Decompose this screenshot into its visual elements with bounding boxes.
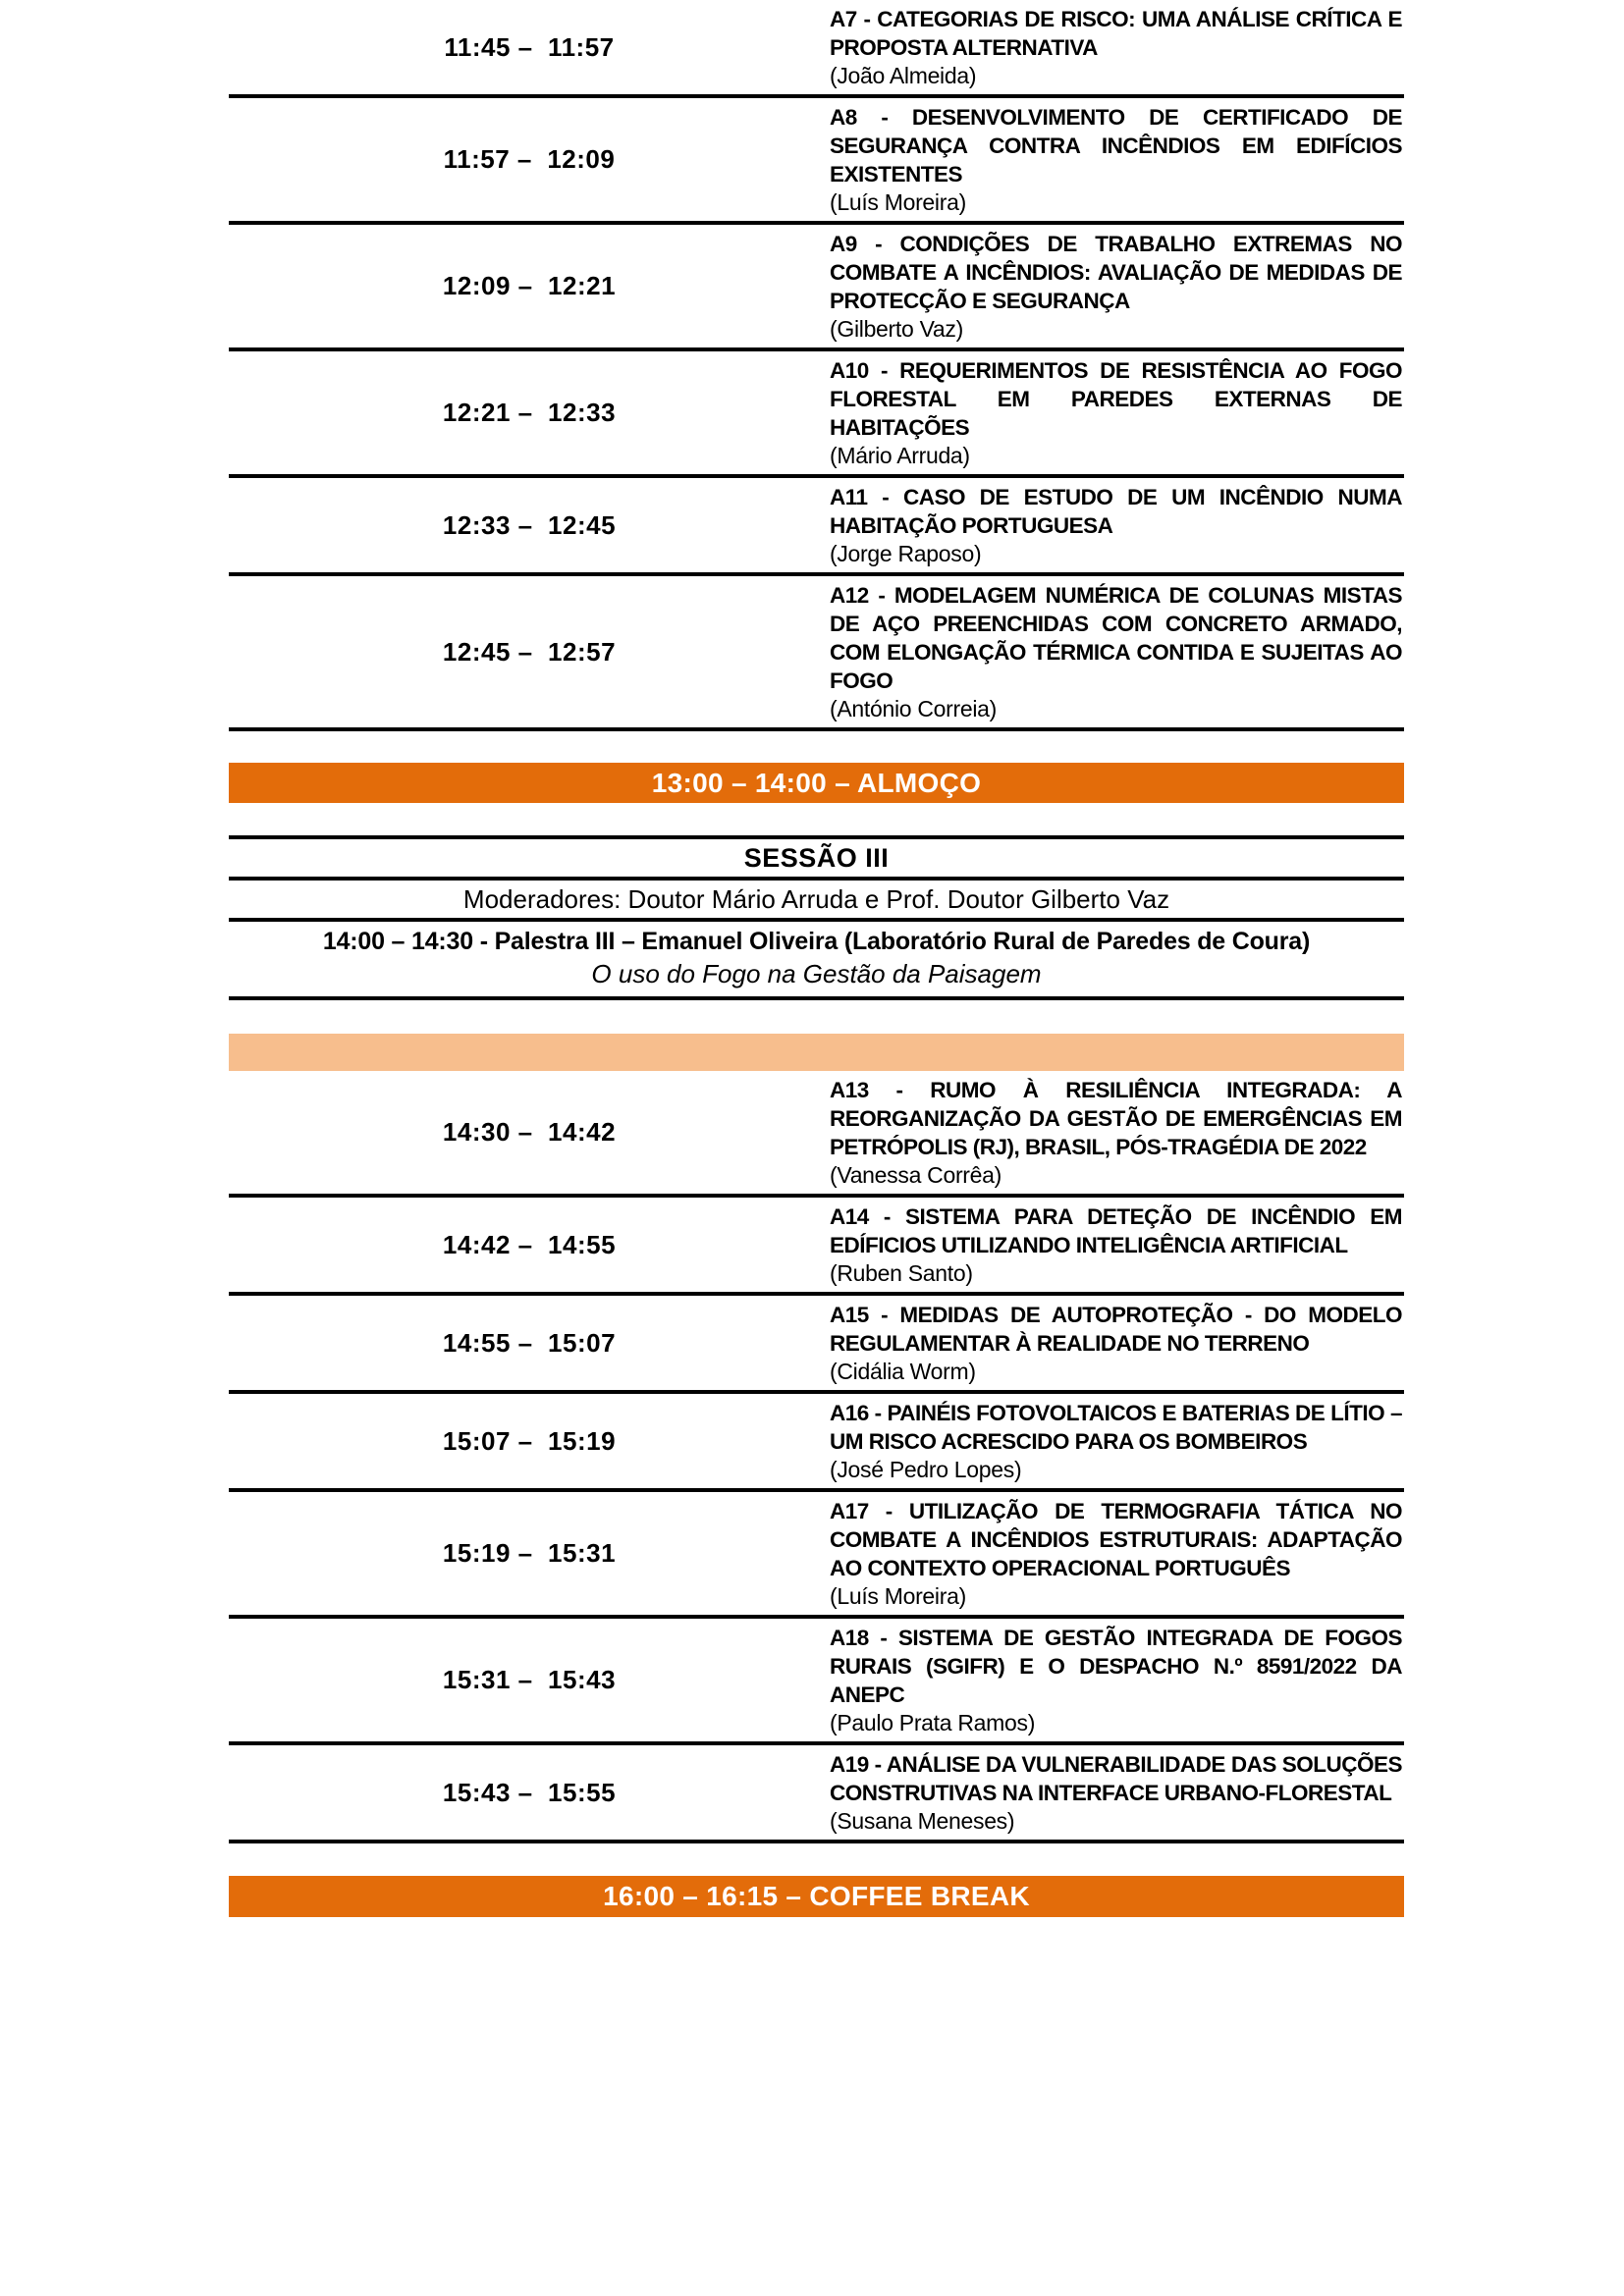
session-author: (Vanessa Corrêa)	[830, 1162, 1002, 1188]
session-title: A10 - REQUERIMENTOS DE RESISTÊNCIA AO FOGO FLORESTAL EM PAREDES EXTERNAS DE HABITAÇÕES	[830, 358, 1402, 440]
session3-header	[229, 835, 1404, 1000]
session-cell	[830, 478, 1404, 572]
session3-keynote-row	[229, 922, 1404, 1000]
session-title: A16 - PAINÉIS FOTOVOLTAICOS E BATERIAS DE LÍTIO – UM RISCO ACRESCIDO PARA OS BOMBEIROS	[830, 1401, 1402, 1454]
session-title: A8 - DESENVOLVIMENTO DE CERTIFICADO DE SEGURANÇA CONTRA INCÊNDIOS EM EDIFÍCIOS EXISTENTES	[830, 105, 1402, 187]
session-cell	[830, 1492, 1404, 1615]
time-slot: 14:30 – 14:42	[442, 1117, 617, 1147]
coffee-break-banner-label: 16:00 – 16:15 – COFFEE BREAK	[603, 1881, 1030, 1911]
table-row	[229, 1394, 1404, 1492]
coffee-break-banner	[229, 1876, 1404, 1917]
session-cell	[830, 351, 1404, 474]
session-author: (José Pedro Lopes)	[830, 1457, 1022, 1482]
session-author: (Luís Moreira)	[830, 189, 966, 215]
session-author: (Ruben Santo)	[830, 1260, 973, 1286]
session-cell	[830, 1071, 1404, 1194]
session-title: A9 - CONDIÇÕES DE TRABALHO EXTREMAS NO COMBATE A INCÊNDIOS: AVALIAÇÃO DE MEDIDAS DE PROTECÇÃO E SEGURANÇA	[830, 232, 1402, 313]
time-slot: 15:07 – 15:19	[442, 1425, 617, 1456]
empty-section-banner	[229, 1034, 1404, 1071]
session-cell	[830, 225, 1404, 347]
table-row	[229, 1198, 1404, 1296]
session-cell	[830, 1619, 1404, 1741]
table-row	[229, 576, 1404, 731]
table-row	[229, 351, 1404, 478]
session3-title: SESSÃO III	[229, 839, 1404, 881]
time-slot: 11:45 – 11:57	[444, 31, 615, 62]
keynote-line: 14:00 – 14:30 - Palestra III – Emanuel Oliveira (Laboratório Rural de Paredes de Coura)	[322, 928, 1311, 955]
session-cell	[830, 1296, 1404, 1390]
session-title: A12 - MODELAGEM NUMÉRICA DE COLUNAS MISTAS DE AÇO PREENCHIDAS COM CONCRETO ARMADO, COM ELONGAÇÃO TÉRMICA CONTIDA E SUJEITAS AO FOGO	[830, 583, 1402, 693]
session-author: (Luís Moreira)	[830, 1583, 966, 1609]
time-slot: 12:33 – 12:45	[442, 509, 617, 540]
table-row	[229, 478, 1404, 576]
time-slot: 15:31 – 15:43	[442, 1665, 617, 1694]
time-slot: 12:45 – 12:57	[442, 636, 617, 667]
session-author: (Susana Meneses)	[830, 1808, 1015, 1834]
time-slot: 12:09 – 12:21	[442, 271, 617, 300]
session-title: A15 - MEDIDAS DE AUTOPROTEÇÃO - DO MODELO REGULAMENTAR À REALIDADE NO TERRENO	[830, 1303, 1402, 1356]
time-slot: 15:43 – 15:55	[442, 1777, 617, 1807]
session-title: A7 - CATEGORIAS DE RISCO: UMA ANÁLISE CRÍTICA E PROPOSTA ALTERNATIVA	[830, 7, 1402, 60]
time-slot: 14:42 – 14:55	[442, 1229, 617, 1259]
session-title: A17 - UTILIZAÇÃO DE TERMOGRAFIA TÁTICA NO COMBATE A INCÊNDIOS ESTRUTURAIS: ADAPTAÇÃO AO CONTEXTO OPERACIONAL PORTUGUÊS	[830, 1499, 1402, 1580]
table-row	[229, 0, 1404, 98]
session-author: (António Correia)	[830, 696, 998, 721]
keynote-subtitle: O uso do Fogo na Gestão da Paisagem	[591, 959, 1042, 988]
session-title: A19 - ANÁLISE DA VULNERABILIDADE DAS SOLUÇÕES CONSTRUTIVAS NA INTERFACE URBANO-FLORESTAL	[830, 1752, 1402, 1805]
table-row	[229, 1071, 1404, 1198]
time-slot: 14:55 – 15:07	[442, 1327, 617, 1358]
session-cell	[830, 1394, 1404, 1488]
session-title: A18 - SISTEMA DE GESTÃO INTEGRADA DE FOGOS RURAIS (SGIFR) E O DESPACHO N.º 8591/2022 DA ANEPC	[830, 1626, 1402, 1707]
session-title: A14 - SISTEMA PARA DETEÇÃO DE INCÊNDIO EM EDÍFICIOS UTILIZANDO INTELIGÊNCIA ARTIFICIAL	[830, 1204, 1402, 1257]
session-author: (Gilberto Vaz)	[830, 316, 963, 342]
session-author: (Cidália Worm)	[830, 1359, 976, 1384]
table-row	[229, 1745, 1404, 1843]
session-author: (Mário Arruda)	[830, 443, 970, 468]
lunch-banner-label: 13:00 – 14:00 – ALMOÇO	[651, 767, 982, 798]
session-title: A11 - CASO DE ESTUDO DE UM INCÊNDIO NUMA HABITAÇÃO PORTUGUESA	[830, 485, 1402, 538]
session-cell	[830, 1745, 1404, 1840]
time-slot: 11:57 – 12:09	[443, 144, 616, 174]
table-row	[229, 1619, 1404, 1745]
table-row	[229, 225, 1404, 351]
program-content-column	[229, 0, 1404, 1917]
session-cell	[830, 0, 1404, 94]
time-slot: 15:19 – 15:31	[442, 1538, 617, 1568]
session-cell	[830, 98, 1404, 221]
table-row	[229, 1492, 1404, 1619]
session-author: (João Almeida)	[830, 63, 977, 88]
table-row	[229, 1296, 1404, 1394]
session-title: A13 - RUMO À RESILIÊNCIA INTEGRADA: A REORGANIZAÇÃO DA GESTÃO DE EMERGÊNCIAS EM PETRÓPOLIS (RJ), BRASIL, PÓS-TRAGÉDIA DE 2022	[830, 1078, 1402, 1159]
session3-moderators: Moderadores: Doutor Mário Arruda e Prof. Doutor Gilberto Vaz	[229, 881, 1404, 922]
afternoon-session-table	[229, 1071, 1404, 1843]
session-author: (Paulo Prata Ramos)	[830, 1710, 1036, 1735]
lunch-banner	[229, 763, 1404, 803]
time-slot: 12:21 – 12:33	[442, 398, 617, 427]
table-row	[229, 98, 1404, 225]
morning-session-table	[229, 0, 1404, 731]
session-cell	[830, 576, 1404, 727]
session-cell	[830, 1198, 1404, 1292]
session-author: (Jorge Raposo)	[830, 541, 982, 566]
